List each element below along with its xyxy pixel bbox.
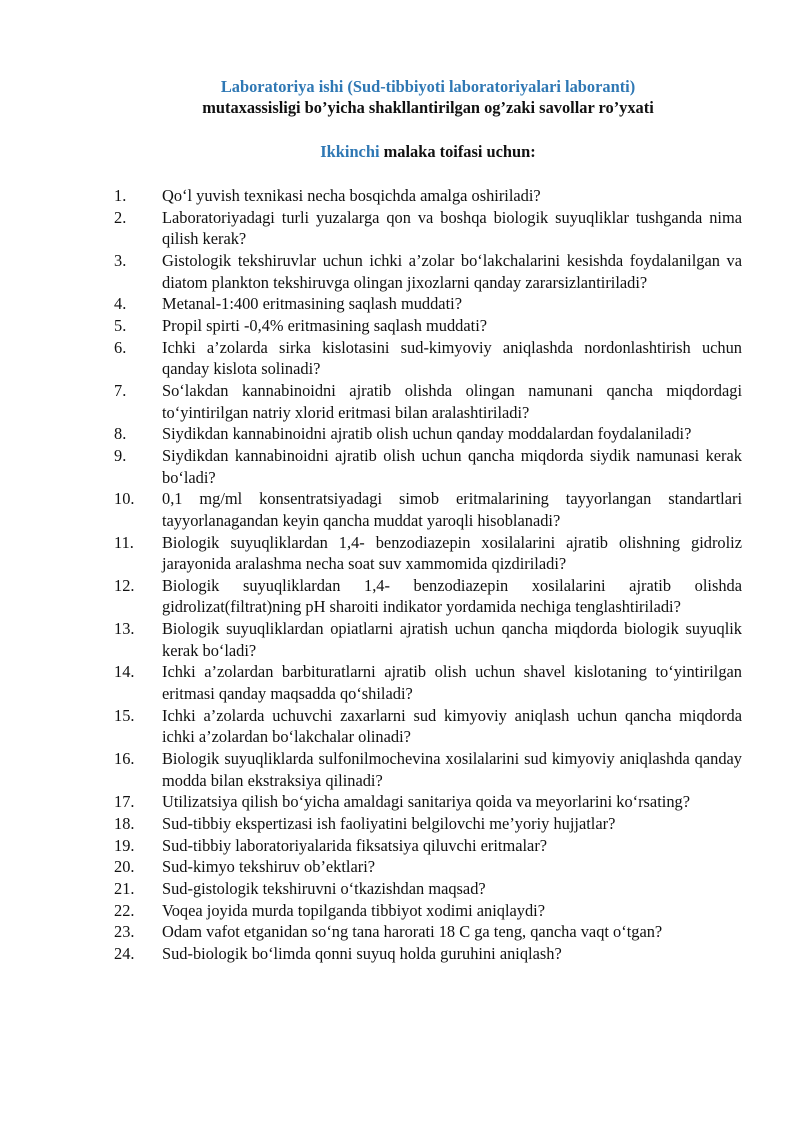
question-number: 5. <box>114 315 127 335</box>
document-title <box>114 76 742 118</box>
question-text: Ichki a’zolardan barbituratlarni ajratib olish uchun shavel kislotaning to‘yintirilgan eritmasi qanday maqsadda qo‘shiladi? <box>162 662 742 704</box>
question-item <box>114 705 742 748</box>
question-number: 21. <box>114 879 135 898</box>
question-text: Voqea joyida murda topilganda tibbiyot xodimi aniqlaydi? <box>162 900 545 920</box>
question-text: Sud-gistologik tekshiruvni o‘tkazishdan maqsad? <box>162 879 486 898</box>
question-text: Siydikdan kannabinoidni ajratib olish uchun qanday moddalardan foydalaniladi? <box>162 424 692 444</box>
question-item <box>114 380 742 423</box>
question-item <box>114 445 742 488</box>
question-text: 0,1 mg/ml konsentratsiyadagi simob eritmalarining tayyorlangan standartlari tayyorlanagandan keyin qancha muddat yaroqli hisoblanadi? <box>162 489 742 530</box>
title-line-1: Laboratoriya ishi (Sud-tibbiyoti laboratoriyalari laboranti) <box>220 77 636 96</box>
question-number: 10. <box>114 489 135 509</box>
question-item <box>114 900 742 922</box>
question-list <box>114 185 742 965</box>
question-item <box>114 943 742 965</box>
question-number: 22. <box>114 900 135 920</box>
question-text: Sud-tibbiy ekspertizasi ish faoliyatini belgilovchi me’yoriy hujjatlar? <box>162 814 616 834</box>
question-item <box>114 921 742 943</box>
question-item <box>114 293 742 315</box>
question-item <box>114 748 742 791</box>
question-item <box>114 661 742 704</box>
question-text: Biologik suyuqliklardan 1,4- benzodiazepin xosilalarini ajratib olishda gidrolizat(filtrat)ning pH sharoiti indikator yordamida nechiga tenglashtiriladi? <box>162 575 742 617</box>
question-number: 7. <box>114 380 127 400</box>
question-text: Siydikdan kannabinoidni ajratib olish uchun qancha miqdorda siydik namunasi kerak bo‘ladi? <box>162 445 742 487</box>
question-number: 20. <box>114 857 135 877</box>
question-item <box>114 207 742 250</box>
question-number: 4. <box>114 294 127 314</box>
subtitle-accent-word: Ikkinchi <box>320 142 380 161</box>
question-number: 23. <box>114 922 135 942</box>
question-text: Sud-kimyo tekshiruv ob’ektlari? <box>162 857 376 877</box>
question-item <box>114 250 742 293</box>
question-text: Biologik suyuqliklardan 1,4- benzodiazepin xosilalarini ajratib olishning gidroliz jarayonida aralashma necha soat suv xammomida qizdiriladi? <box>162 532 742 574</box>
question-text: Laboratoriyadagi turli yuzalarga qon va boshqa biologik suyuqliklar tushganda nima qilish kerak? <box>162 207 742 249</box>
question-text: Metanal-1:400 eritmasining saqlash muddati? <box>162 294 462 314</box>
subtitle-rest: malaka toifasi uchun: <box>379 142 536 161</box>
question-text: Sud-biologik bo‘limda qonni suyuq holda guruhini aniqlash? <box>162 943 562 963</box>
question-text: Biologik suyuqliklarda sulfonilmochevina xosilalarini sud kimyoviy aniqlashda qanday modda bilan ekstraksiya qilinadi? <box>162 749 742 790</box>
question-number: 15. <box>114 705 135 725</box>
question-number: 13. <box>114 619 135 639</box>
question-number: 17. <box>114 792 135 812</box>
question-number: 16. <box>114 749 135 769</box>
question-number: 12. <box>114 575 135 595</box>
question-number: 24. <box>114 943 135 963</box>
question-number: 18. <box>114 814 135 834</box>
question-number: 1. <box>114 186 127 205</box>
question-item <box>114 575 742 618</box>
question-item <box>114 835 742 857</box>
question-number: 3. <box>114 250 127 270</box>
question-text: Utilizatsiya qilish bo‘yicha amaldagi sanitariya qoida va meyorlarini ko‘rsating? <box>162 792 690 812</box>
question-text: Sud-tibbiy laboratoriyalarida fiksatsiya qiluvchi eritmalar? <box>162 835 548 855</box>
question-item <box>114 423 742 445</box>
question-item <box>114 488 742 531</box>
question-item <box>114 813 742 835</box>
question-number: 8. <box>114 424 127 444</box>
question-item <box>114 791 742 813</box>
question-number: 19. <box>114 835 135 855</box>
question-item <box>114 185 742 207</box>
question-number: 2. <box>114 207 127 227</box>
question-text: Odam vafot etganidan so‘ng tana harorati 18 C ga teng, qancha vaqt o‘tgan? <box>162 922 663 942</box>
question-item <box>114 532 742 575</box>
question-text: Ichki a’zolarda uchuvchi zaxarlarni sud kimyoviy aniqlash uchun qancha miqdorda ichki a’zolardan bo‘lakchalar olinadi? <box>162 705 742 747</box>
question-text: Propil spirti -0,4% eritmasining saqlash muddati? <box>162 315 488 335</box>
question-item <box>114 337 742 380</box>
question-item <box>114 315 742 337</box>
question-text: Ichki a’zolarda sirka kislotasini sud-kimyoviy aniqlashda nordonlashtirish uchun qanday kislota solinadi? <box>162 337 742 379</box>
qualification-subtitle <box>114 141 742 162</box>
question-text: Gistologik tekshiruvlar uchun ichki a’zolar bo‘lakchalarini kesishda foydalanilgan va diatom plankton tekshiruvga olingan jixozlarni qanday zararsizlantiriladi? <box>162 250 742 292</box>
question-item <box>114 878 742 900</box>
question-text: So‘lakdan kannabinoidni ajratib olishda olingan namunani qancha miqdordagi to‘yintirilgan natriy xlorid eritmasi bilan aralashtiriladi? <box>162 380 742 422</box>
title-line-2: mutaxassisligi bo’yicha shakllantirilgan og’zaki savollar ro’yxati <box>202 98 654 117</box>
question-text: Biologik suyuqliklardan opiatlarni ajratish uchun qancha miqdorda biologik suyuqlik kerak bo‘ladi? <box>162 619 742 660</box>
question-number: 14. <box>114 662 135 682</box>
question-item <box>114 618 742 661</box>
question-item <box>114 856 742 878</box>
question-number: 11. <box>114 532 134 552</box>
question-number: 6. <box>114 337 127 357</box>
question-text: Qo‘l yuvish texnikasi necha bosqichda amalga oshiriladi? <box>162 186 541 205</box>
question-number: 9. <box>114 445 127 465</box>
